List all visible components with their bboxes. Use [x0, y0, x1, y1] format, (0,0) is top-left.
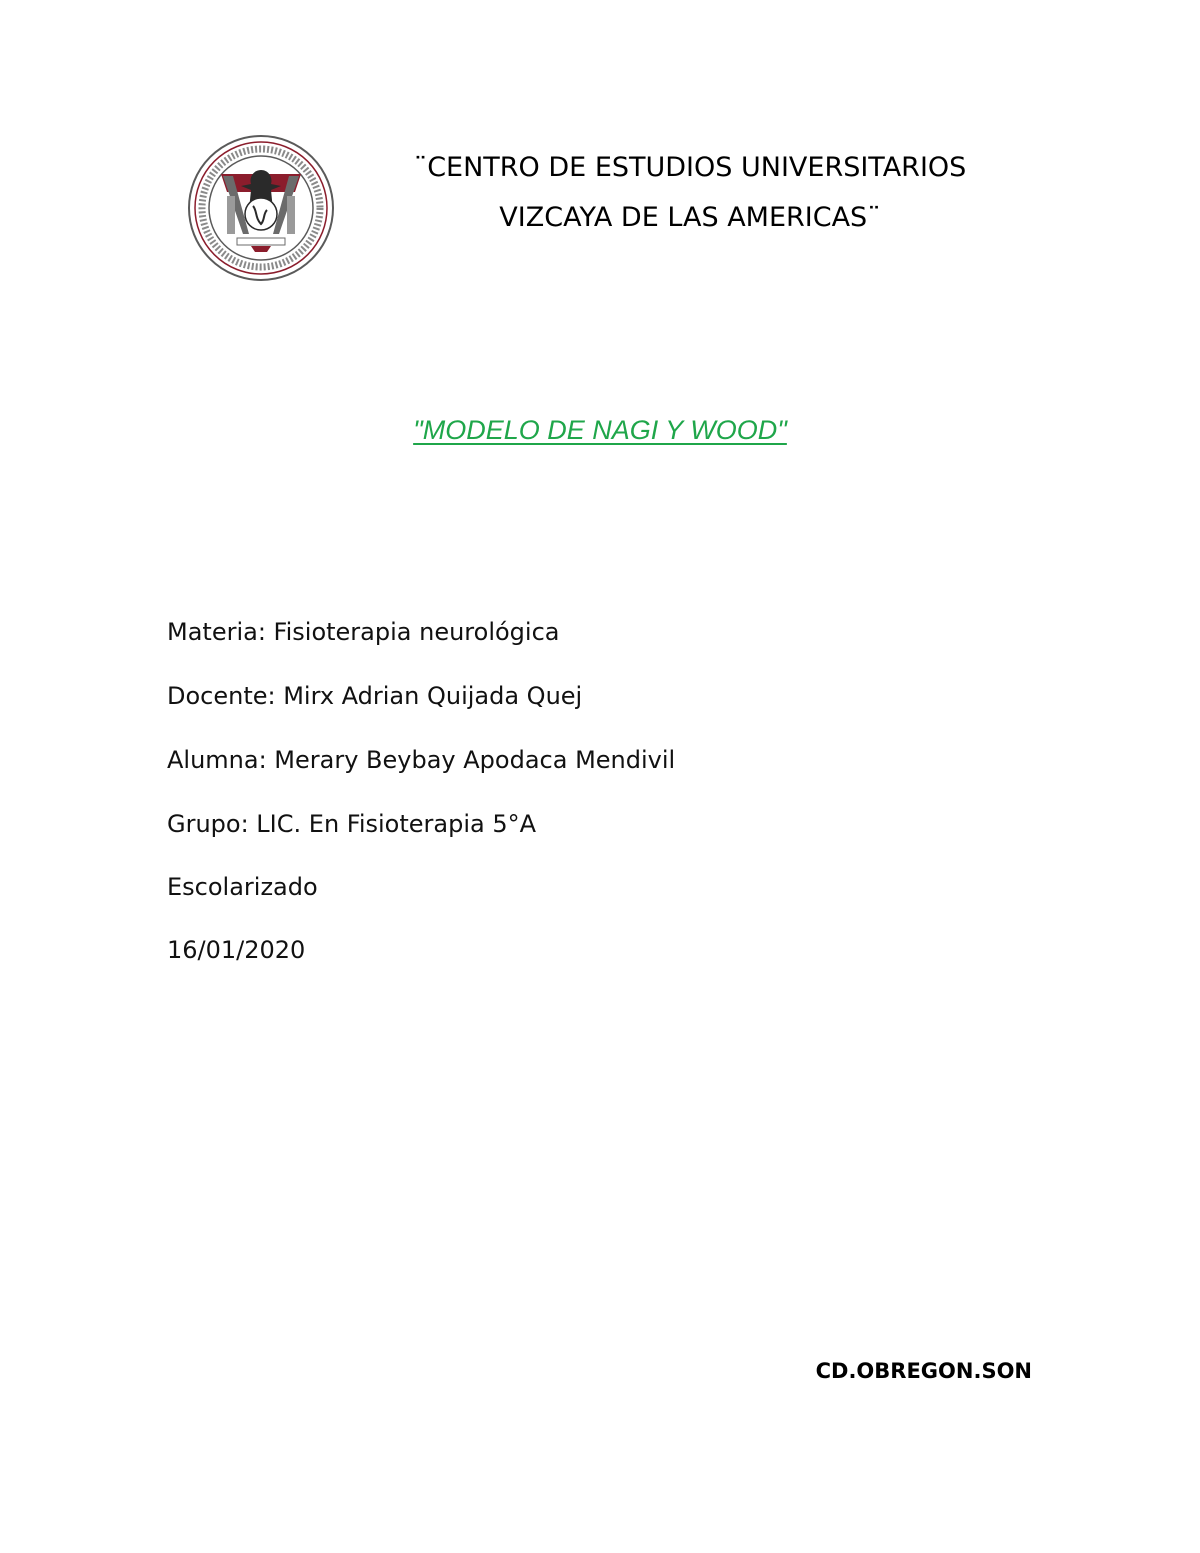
institution-name — [360, 143, 1020, 243]
institution-name-line1: ¨CENTRO DE ESTUDIOS UNIVERSITARIOS — [413, 152, 967, 183]
info-group: Grupo: LIC. En Fisioterapia 5°A — [167, 810, 537, 838]
university-seal-icon — [187, 134, 335, 282]
info-modality: Escolarizado — [167, 873, 318, 901]
info-teacher: Docente: Mirx Adrian Quijada Quej — [167, 682, 583, 710]
info-student: Alumna: Merary Beybay Apodaca Mendivil — [167, 746, 676, 774]
info-subject: Materia: Fisioterapia neurológica — [167, 618, 560, 646]
institution-name-line2: VIZCAYA DE LAS AMERICAS¨ — [499, 202, 881, 233]
footer-city: CD.OBREGON.SON — [815, 1359, 1032, 1383]
document-title: "MODELO DE NAGI Y WOOD" — [413, 415, 787, 445]
info-date: 16/01/2020 — [167, 936, 306, 964]
